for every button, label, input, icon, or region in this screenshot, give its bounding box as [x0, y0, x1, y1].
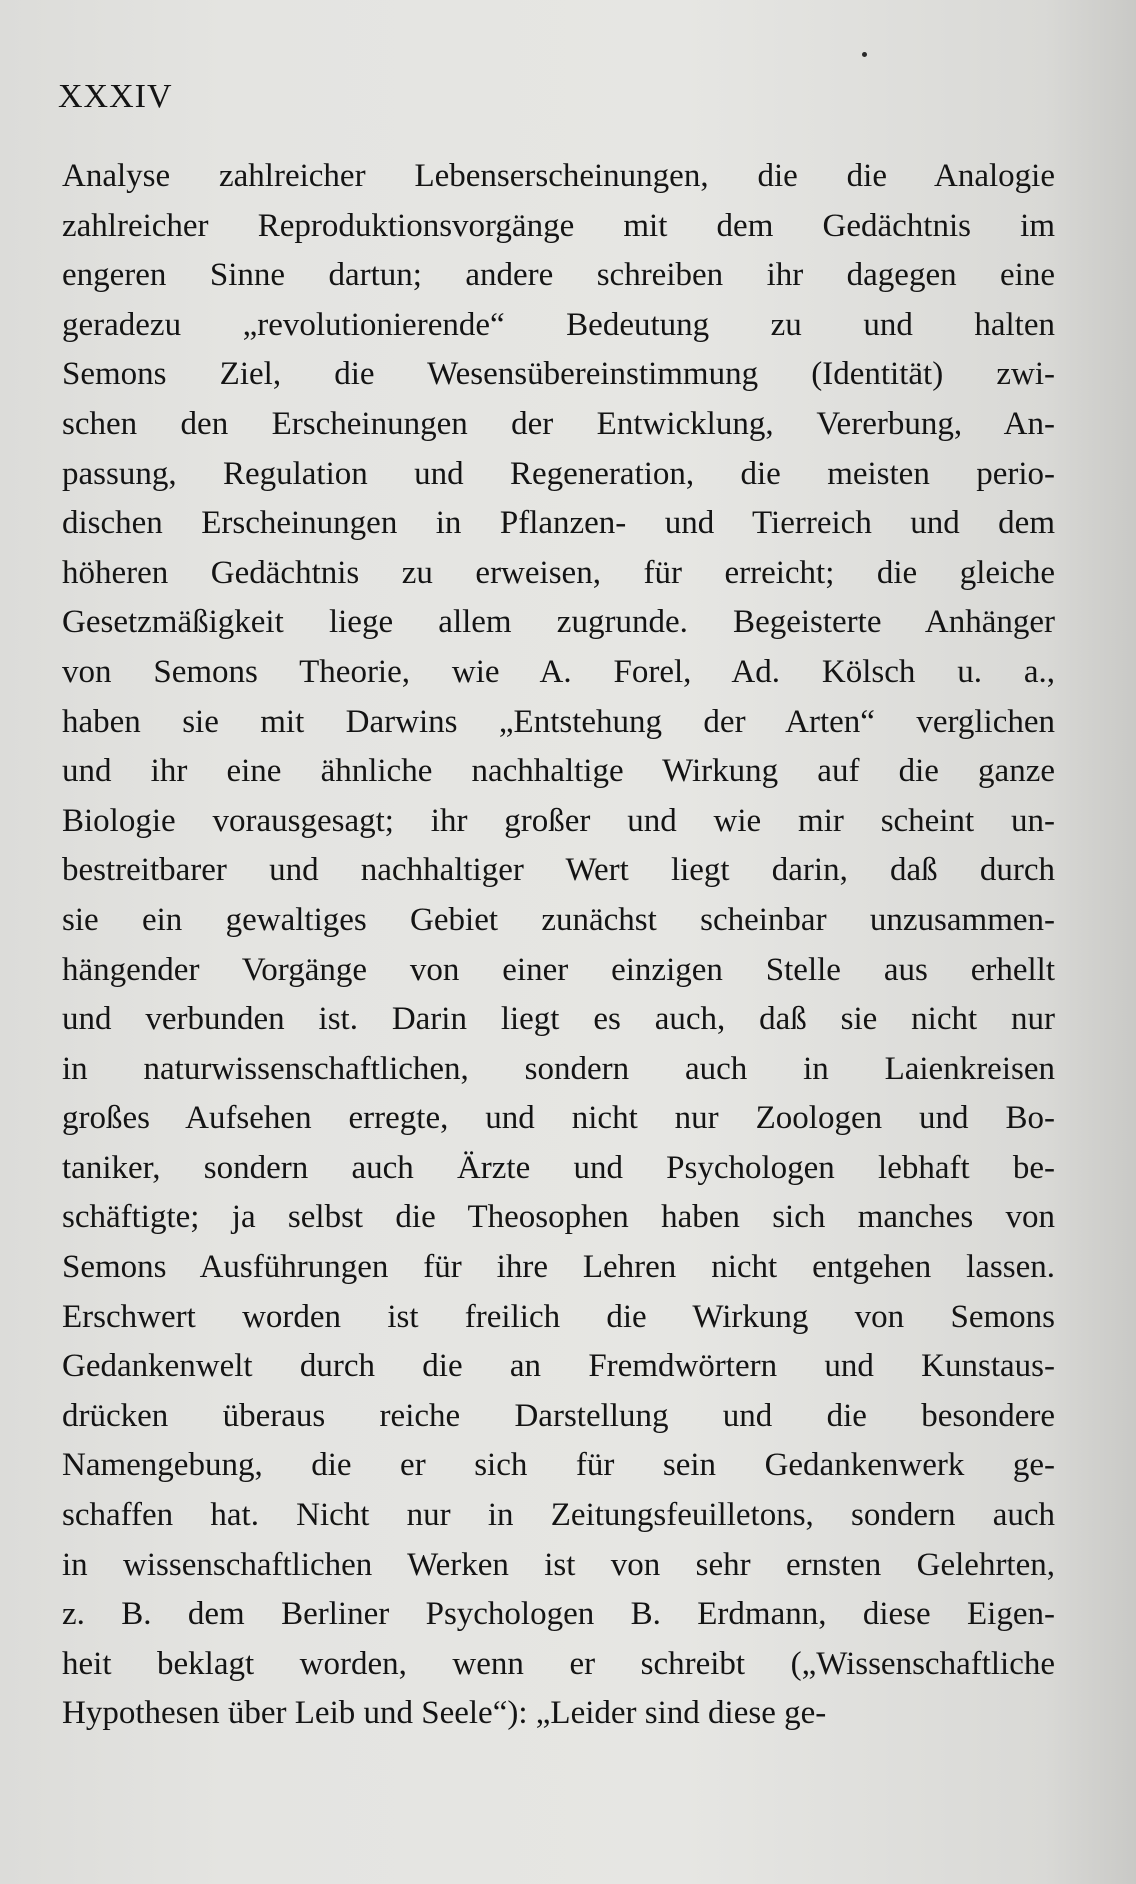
- text-line: und verbunden ist. Darin liegt es auch, daß sie nicht nur: [62, 1001, 1055, 1038]
- text-line: taniker, sondern auch Ärzte und Psychologen lebhaft be-: [62, 1149, 1055, 1186]
- text-line: Namengebung, die er sich für sein Gedankenwerk ge-: [62, 1447, 1055, 1484]
- text-line: zahlreicher Reproduktionsvorgänge mit dem Gedächtnis im: [62, 207, 1055, 244]
- text-line: großes Aufsehen erregte, und nicht nur Zoologen und Bo-: [62, 1100, 1055, 1137]
- text-line: Biologie vorausgesagt; ihr großer und wie mir scheint un-: [62, 802, 1055, 839]
- text-line: Gesetzmäßigkeit liege allem zugrunde. Begeisterte Anhänger: [62, 604, 1055, 641]
- text-line: bestreitbarer und nachhaltiger Wert liegt darin, daß durch: [62, 852, 1055, 889]
- text-line: engeren Sinne dartun; andere schreiben ihr dagegen eine: [62, 257, 1055, 294]
- text-line: schen den Erscheinungen der Entwicklung, Vererbung, An-: [62, 405, 1055, 442]
- print-speck: [862, 52, 867, 57]
- text-line: hängender Vorgänge von einer einzigen Stelle aus erhellt: [62, 951, 1055, 988]
- text-line: schäftigte; ja selbst die Theosophen haben sich manches von: [62, 1199, 1055, 1236]
- text-line: schaffen hat. Nicht nur in Zeitungsfeuilletons, sondern auch: [62, 1497, 1055, 1534]
- text-line: dischen Erscheinungen in Pflanzen- und Tierreich und dem: [62, 505, 1055, 542]
- text-line: heit beklagt worden, wenn er schreibt („Wissenschaftliche: [62, 1645, 1055, 1682]
- text-line: von Semons Theorie, wie A. Forel, Ad. Kölsch u. a.,: [62, 653, 1055, 690]
- text-line: Hypothesen über Leib und Seele“): „Leider sind diese ge-: [62, 1695, 827, 1732]
- page-number: XXXIV: [58, 78, 173, 115]
- text-line: Erschwert worden ist freilich die Wirkung von Semons: [62, 1298, 1055, 1335]
- text-line: passung, Regulation und Regeneration, die meisten perio-: [62, 455, 1055, 492]
- body-text: [62, 152, 1055, 1739]
- text-line: Analyse zahlreicher Lebenserscheinungen, die die Analogie: [62, 158, 1055, 194]
- text-line: in naturwissenschaftlichen, sondern auch in Laienkreisen: [62, 1050, 1055, 1087]
- text-line: drücken überaus reiche Darstellung und die besondere: [62, 1397, 1055, 1434]
- text-line: und ihr eine ähnliche nachhaltige Wirkung auf die ganze: [62, 753, 1055, 790]
- text-line: sie ein gewaltiges Gebiet zunächst scheinbar unzusammen-: [62, 901, 1055, 938]
- text-line: z. B. dem Berliner Psychologen B. Erdmann, diese Eigen-: [62, 1596, 1055, 1633]
- text-line: haben sie mit Darwins „Entstehung der Arten“ verglichen: [62, 703, 1055, 740]
- text-line: in wissenschaftlichen Werken ist von sehr ernsten Gelehrten,: [62, 1546, 1055, 1583]
- text-line: Gedankenwelt durch die an Fremdwörtern und Kunstaus-: [62, 1348, 1055, 1385]
- text-line: Semons Ziel, die Wesensübereinstimmung (Identität) zwi-: [62, 356, 1055, 393]
- text-line: geradezu „revolutionierende“ Bedeutung zu und halten: [62, 306, 1055, 343]
- text-line: Semons Ausführungen für ihre Lehren nicht entgehen lassen.: [62, 1249, 1055, 1286]
- text-line: höheren Gedächtnis zu erweisen, für erreicht; die gleiche: [62, 554, 1055, 591]
